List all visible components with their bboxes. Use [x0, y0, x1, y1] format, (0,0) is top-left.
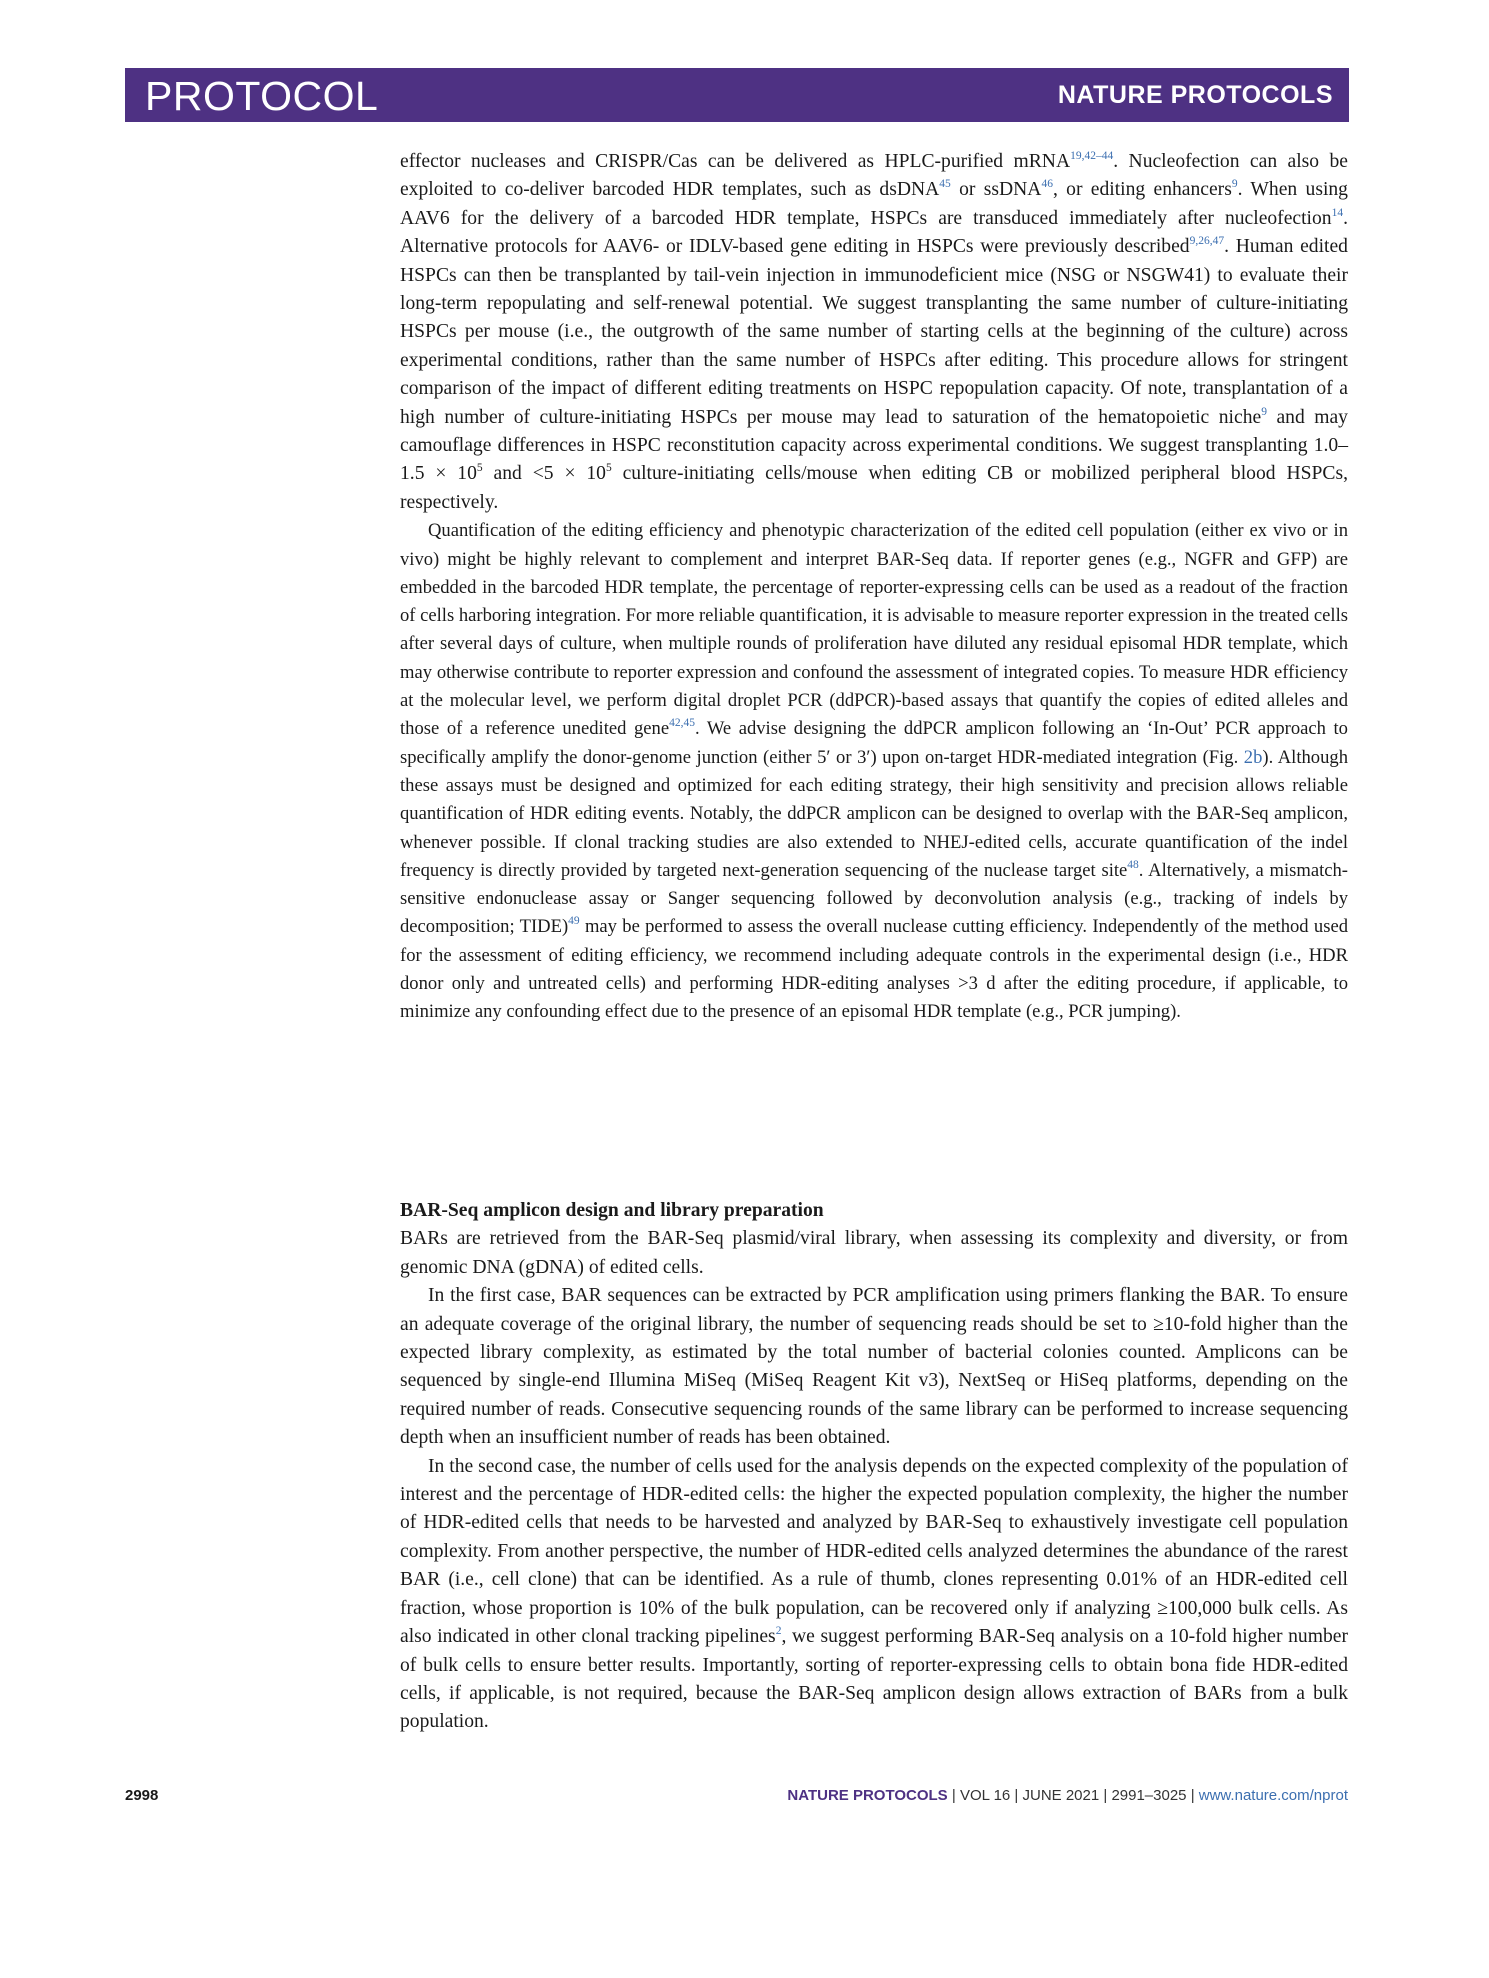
text: , or editing enhancers: [1052, 179, 1232, 201]
exponent: 5: [476, 462, 483, 475]
citation[interactable]: 42,45: [669, 717, 695, 730]
text: and may camouflage differences in HSPC reconstitution capacity across experimental conditions. We suggest transplanting 1.0–1.5 × 10: [400, 406, 1348, 485]
citation[interactable]: 19,42–44: [1070, 150, 1114, 162]
citation[interactable]: 9: [1231, 178, 1238, 191]
separator: |: [1186, 1787, 1199, 1804]
text: . Alternative protocols for AAV6- or IDLV-based gene editing in HSPCs were previously described: [400, 207, 1348, 258]
footer-journal: NATURE PROTOCOLS: [787, 1787, 948, 1804]
citation[interactable]: 9,26,47: [1189, 235, 1225, 248]
text: . When using AAV6 for the delivery of a barcoded HDR template, HSPCs are transduced immediately after nucleofection: [400, 179, 1348, 229]
text: . Nucleofection can also be exploited to co-deliver barcoded HDR templates, such as dsDNA: [400, 151, 1348, 201]
separator: |: [947, 1787, 960, 1804]
article-type-label: PROTOCOL: [145, 73, 379, 119]
citation[interactable]: 48: [1127, 858, 1139, 871]
citation[interactable]: 9: [1261, 405, 1267, 418]
exponent: 5: [605, 462, 612, 475]
body-column-bottom: [400, 1197, 1348, 1737]
paragraph-1: [400, 148, 1348, 517]
header-banner: [125, 68, 1349, 122]
body-column-top: [400, 148, 1348, 1027]
journal-name: NATURE PROTOCOLS: [1057, 81, 1333, 109]
citation[interactable]: 14: [1331, 206, 1344, 219]
section-paragraph-1: BARs are retrieved from the BAR-Seq plasmid/viral library, when assessing its complexity and diversity, or from genomic DNA (gDNA) of edited cells.: [400, 1228, 1348, 1278]
separator: |: [1099, 1787, 1112, 1804]
text: culture-initiating cells/mouse when editing CB or mobilized peripheral blood HSPCs, respectively.: [400, 463, 1348, 513]
text: . We advise designing the ddPCR amplicon following an ‘In-Out’ PCR approach to specifically amplify the donor-genome junction (either 5′ or 3′) upon on-target HDR-mediated integration (Fig.: [400, 718, 1348, 768]
footer-citation: [787, 1784, 1348, 1808]
text: . Human edited HSPCs can then be transplanted by tail-vein injection in immunodeficient mice (NSG or NSGW41) to evaluate their long-term repopulating and self-renewal potential. We suggest transplanting the same number of culture-initiating HSPCs per mouse (i.e., the outgrowth of the same number of starting cells at the beginning of the culture) across experimental conditions, rather than the same number of HSPCs after editing. This procedure allows for stringent comparison of the impact of different editing treatments on HSPC repopulation capacity. Of note, transplantation of a high number of culture-initiating HSPCs per mouse may lead to saturation of the hematopoietic niche: [400, 236, 1348, 428]
page-number: 2998: [125, 1787, 159, 1804]
text: In the second case, the number of cells used for the analysis depends on the expected complexity of the population of interest and the percentage of HDR-edited cells: the higher the expected population complexity, the higher the number of HDR-edited cells that needs to be harvested and analyzed by BAR-Seq to exhaustively investigate cell population complexity. From another perspective, the number of HDR-edited cells analyzed determines the abundance of the rarest BAR (i.e., cell clone) that can be identified. As a rule of thumb, clones representing 0.01% of an HDR-edited cell fraction, whose proportion is 10% of the bulk population, can be recovered only if analyzing ≥100,000 bulk cells. As also indicated in other clonal tracking pipelines: [400, 1455, 1348, 1648]
text: ). Although these assays must be designed and optimized for each editing strategy, their high sensitivity and precision allows reliable quantification of HDR editing events. Notably, the ddPCR amplicon can be designed to overlap with the BAR-Seq amplicon, whenever possible. If clonal tracking studies are also extended to NHEJ-edited cells, accurate quantification of the indel frequency is directly provided by targeted next-generation sequencing of the nuclease target site: [400, 746, 1348, 881]
text: Quantification of the editing efficiency and phenotypic characterization of the edited cell population (either ex vivo or in vivo) might be highly relevant to complement and interpret BAR-Seq data. If reporter genes (e.g., NGFR and GFP) are embedded in the barcoded HDR template, the percentage of reporter-expressing cells can be used as a readout of the fraction of cells harboring integration. For more reliable quantification, it is advisable to measure reporter expression in the treated cells after several days of culture, when multiple rounds of proliferation have diluted any residual episomal HDR template, which may otherwise contribute to reporter expression and confound the assessment of integrated copies. To measure HDR efficiency at the molecular level, we perform digital droplet PCR (ddPCR)-based assays that quantify the copies of edited alleles and those of a reference unedited gene: [400, 520, 1348, 740]
footer-date: JUNE 2021: [1022, 1787, 1100, 1804]
text: and <5 × 10: [482, 463, 606, 485]
text: , we suggest performing BAR-Seq analysis on a 10-fold higher number of bulk cells to ensure better results. Importantly, sorting of reporter-expressing cells to obtain bona fide HDR-edited cells, if applicable, is not required, because the BAR-Seq amplicon design allows extraction of BARs from a bulk population.: [400, 1626, 1348, 1733]
text: or ssDNA: [950, 179, 1042, 201]
text: . Alternatively, a mismatch-sensitive endonuclease assay or Sanger sequencing followed by deconvolution analysis (e.g., tracking of indels by decomposition; TIDE): [400, 859, 1348, 938]
separator: |: [1010, 1787, 1023, 1804]
section-paragraph-2: In the first case, BAR sequences can be extracted by PCR amplification using primers flanking the BAR. To ensure an adequate coverage of the original library, the number of sequencing reads should be set to ≥10-fold higher than the expected library complexity, as estimated by the total number of bacterial colonies counted. Amplicons can be sequenced by single-end Illumina MiSeq (MiSeq Reagent Kit v3), NextSeq or HiSeq platforms, depending on the required number of reads. Consecutive sequencing rounds of the same library can be performed to increase sequencing depth when an insufficient number of reads has been obtained.: [400, 1285, 1348, 1449]
footer-pages: 2991–3025: [1111, 1787, 1187, 1804]
paragraph-2: [400, 517, 1348, 1026]
footer-volume: VOL 16: [959, 1787, 1011, 1804]
citation[interactable]: 46: [1041, 178, 1053, 191]
section-paragraph-3: [400, 1453, 1348, 1737]
text: may be performed to assess the overall nuclease cutting efficiency. Independently of the method used for the assessment of editing efficiency, we recommend including adequate controls in the experimental design (i.e., HDR donor only and untreated cells) and performing HDR-editing analyses >3 d after the editing procedure, if applicable, to minimize any confounding effect due to the presence of an episomal HDR template (e.g., PCR jumping).: [400, 916, 1348, 1023]
text: effector nucleases and CRISPR/Cas can be delivered as HPLC-purified mRNA: [400, 151, 1071, 172]
citation[interactable]: 45: [939, 178, 951, 191]
figure-link[interactable]: 2b: [1243, 746, 1263, 768]
section-heading: BAR-Seq amplicon design and library preparation: [400, 1200, 824, 1221]
footer-url-link[interactable]: www.nature.com/nprot: [1198, 1787, 1348, 1804]
citation[interactable]: 2: [775, 1625, 782, 1638]
citation[interactable]: 49: [568, 915, 580, 928]
